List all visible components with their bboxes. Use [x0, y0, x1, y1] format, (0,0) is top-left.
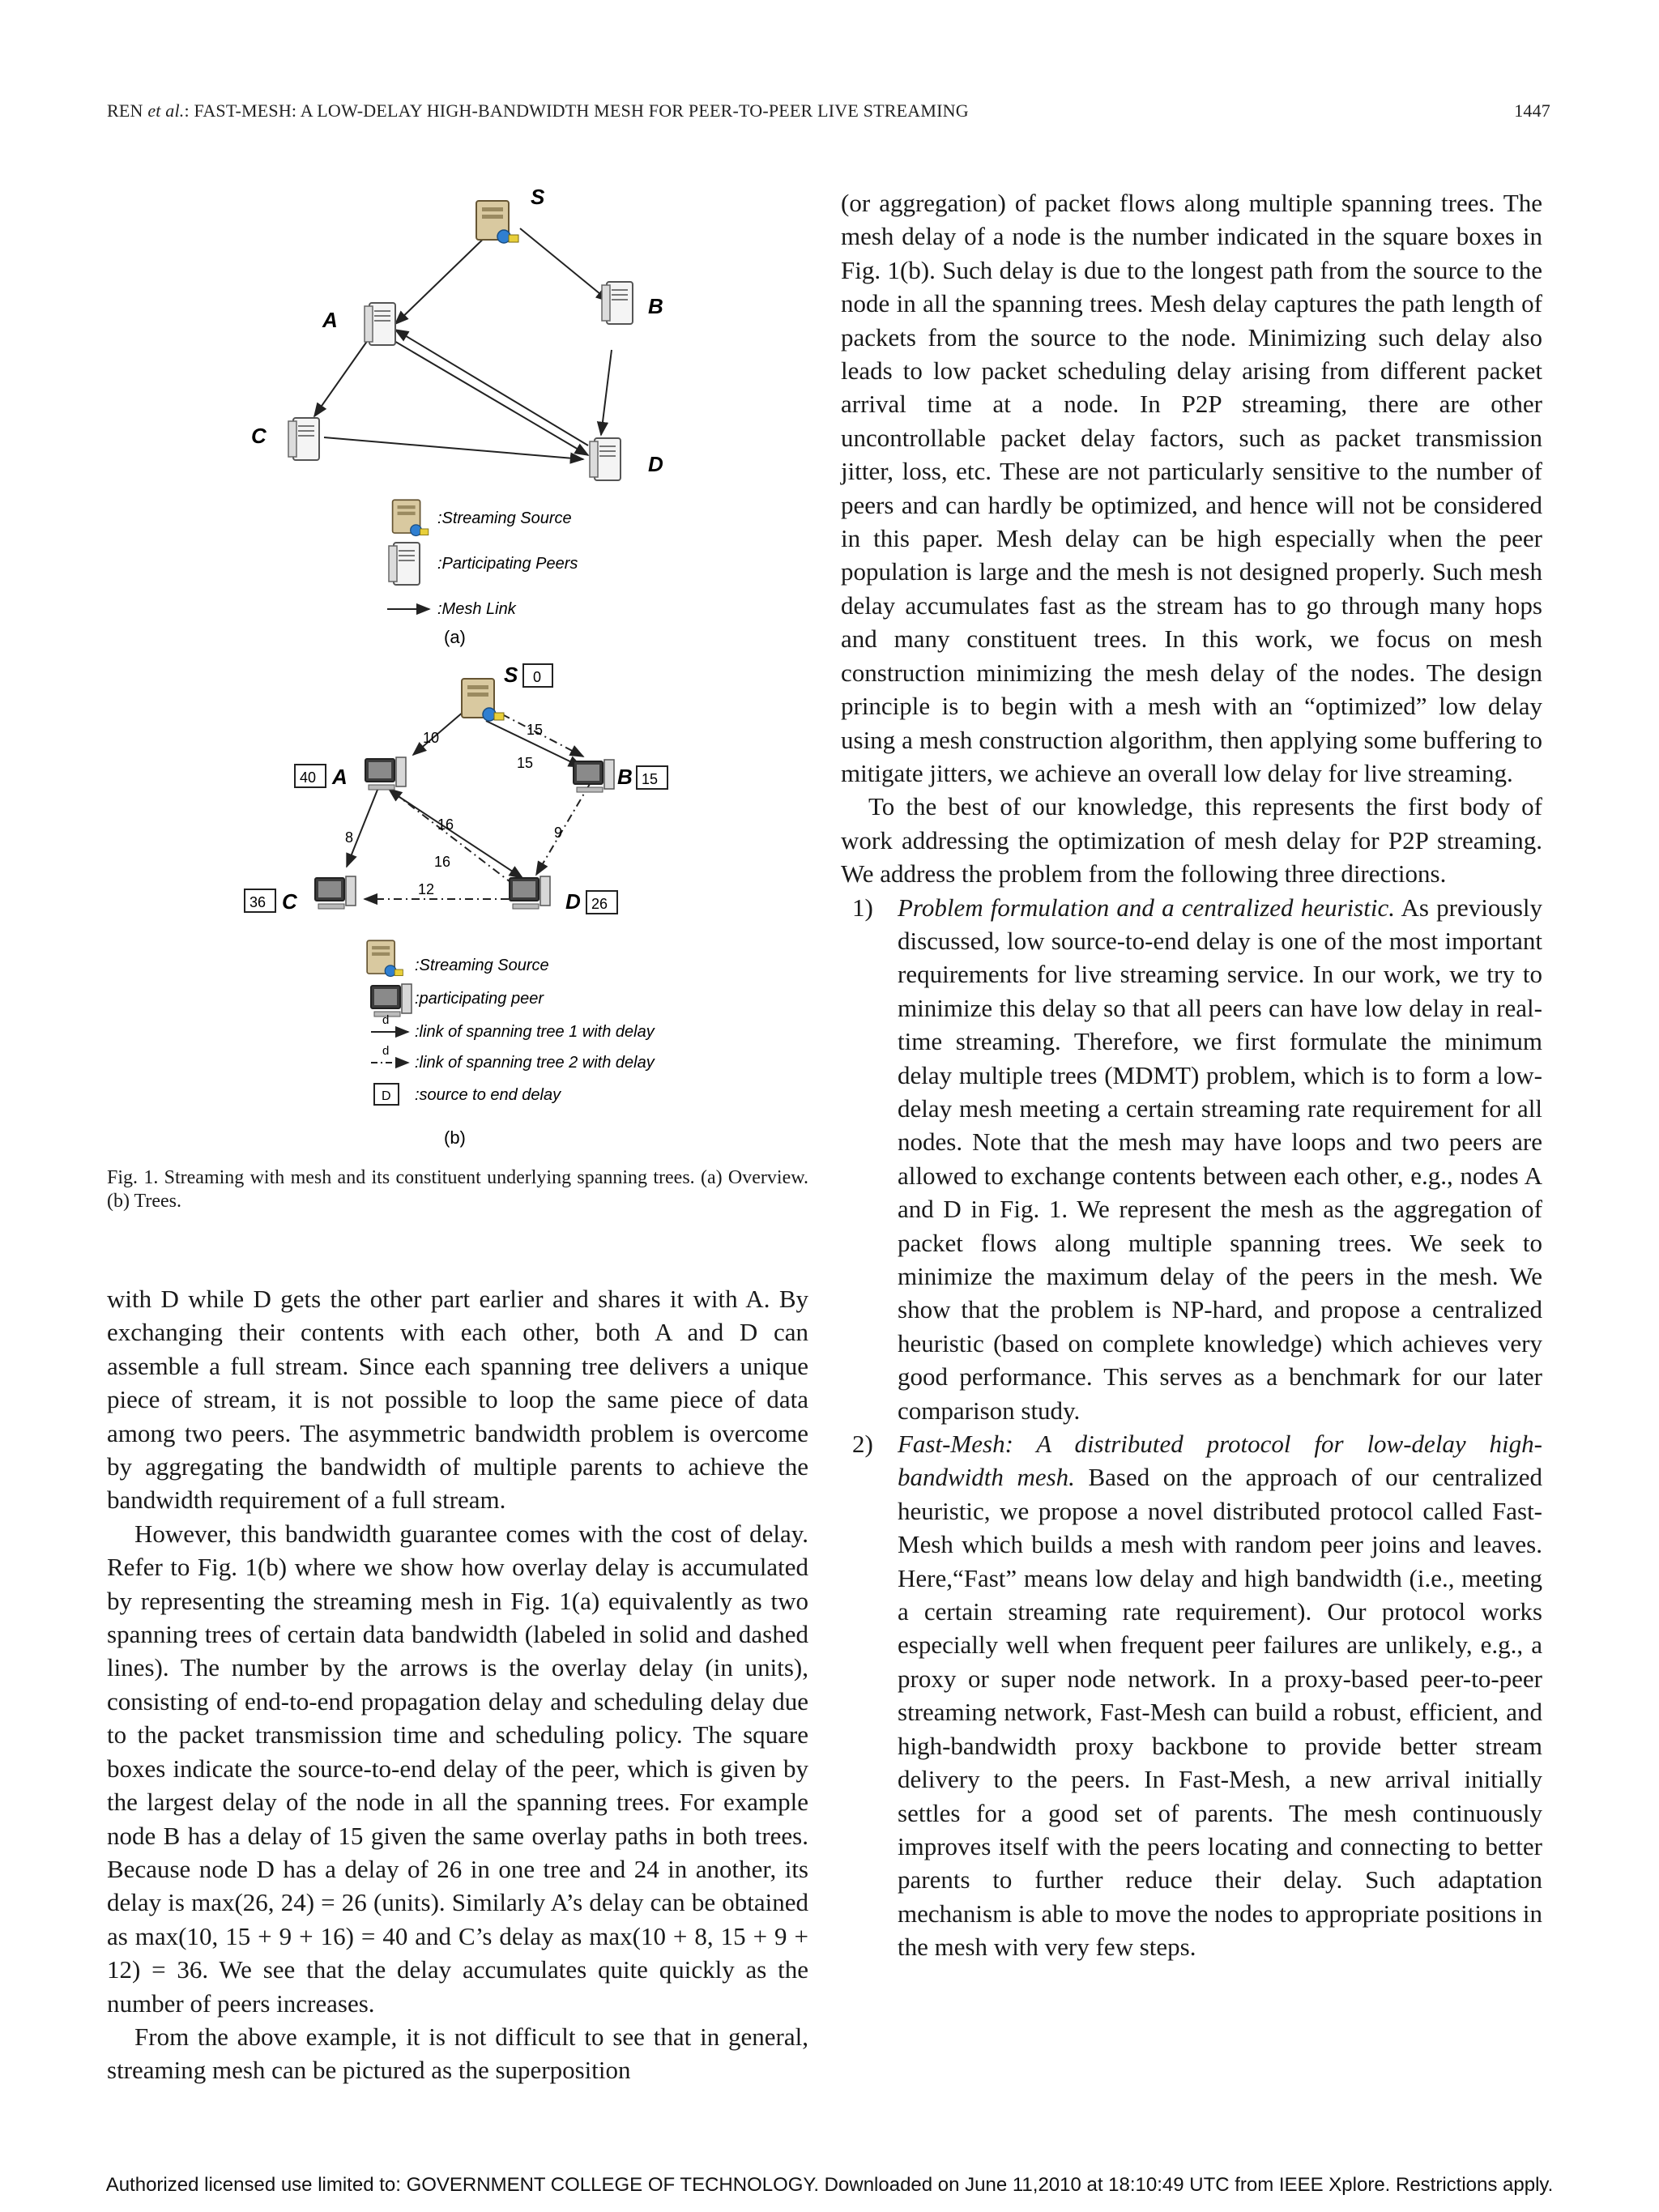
list-item-title: Problem formulation and a centralized heuristic.	[898, 893, 1395, 922]
figure-1	[203, 180, 770, 1168]
header-authors: REN	[107, 100, 143, 121]
page-number: 1447	[1514, 100, 1550, 121]
fig-b-legend-d2: d	[382, 1044, 390, 1058]
list-item-number: 1)	[852, 893, 873, 922]
right-paragraph-1: (or aggregation) of packet flows along multiple spanning trees. The mesh delay of a node is the number indicated in the square boxes in Fig. 1(b). Such delay is due to the longest path from the source to the node in all the spanning trees. Mesh delay captures the path length of packets from the source to the node. Minimizing such delay also leads to low packet scheduling delay arising from different packet arrival time at a node. In P2P streaming, there are other uncontrollable packet delay factors, such as packet transmission jitter, loss, etc. These are not particularly sensitive to the number of peers and can hardly be optimized, and hence will not be considered in this paper. Mesh delay can be high especially when the peer population is large and the mesh is not designed properly. Such mesh delay accumulates fast as the stream has to go through many hops and many constituent trees. In this work, we focus on mesh construction minimizing the mesh delay of the nodes. The design principle is to begin with a mesh with an “optimized” low delay using a mesh construction algorithm, then applying some buffering to mitigate jitters, we achieve an overall low delay for live streaming.	[841, 189, 1542, 787]
fig-b-legend-delay: :source to end delay	[415, 1086, 561, 1104]
contribution-list	[841, 891, 1542, 1964]
fig-a-source-node	[476, 201, 518, 243]
fig-b-label-b: B	[617, 765, 633, 789]
fig-a-legend-source-icon	[393, 500, 429, 535]
list-item-title: Fast-Mesh: A distributed protocol for low-delay high-bandwidth mesh.	[898, 1430, 1542, 1492]
left-paragraph-2: However, this bandwidth guarantee comes with the cost of delay. Refer to Fig. 1(b) where we show how overlay delay is accumulated by representing the streaming mesh in Fig. 1(a) equivalently as two spanning trees of certain data bandwidth (labeled in solid and dashed lines). The number by the arrows is the overlay delay (in units), consisting of end-to-end propagation delay and scheduling delay due to the packet transmission time and scheduling policy. The square boxes indicate the source-to-end delay of the peer, which is given by the largest delay of the node in all the spanning trees. For example node B has a delay of 15 given the same overlay paths in both trees. Because node D has a delay of 26 in one tree and 24 in another, its delay is max(26, 24) = 26 (units). Similarly A’s delay can be obtained as max(10, 15 + 9 + 16) = 40 and C’s delay as max(10 + 8, 15 + 9 + 12) = 36. We see that the delay accumulates quite quickly as the number of peers increases.	[107, 1519, 808, 2018]
left-column	[107, 1282, 808, 2087]
fig-b-legend-source-icon	[367, 940, 403, 976]
fig-b-legend-tree1: :link of spanning tree 1 with delay	[415, 1023, 655, 1041]
license-footer: Authorized licensed use limited to: GOVERNMENT COLLEGE OF TECHNOLOGY. Downloaded on June 11,2010 at 18:10:49 UTC from IEEE Xplore. Restrictions apply.	[105, 2174, 1554, 2196]
fig-b-delay-a: 40	[300, 769, 317, 786]
fig-b-delay-b: 15	[642, 771, 659, 787]
list-item-number: 2)	[852, 1430, 873, 1459]
list-item-body: As previously discussed, low source-to-end delay is one of the most important requirements for live streaming service. In our work, we try to minimize this delay so that all peers can have low delay in real-time streaming. Therefore, we first formulate the minimum delay multiple trees (MDMT) problem, which is to form a low-delay mesh meeting a certain streaming rate requirement for all nodes. Note that the mesh may have loops and two peers are allowed to exchange contents between each other, e.g., nodes A and D in Fig. 1. We represent the mesh as the aggregation of packet flows along multiple spanning trees. We seek to minimize the maximum delay of the peers in the mesh. We show that the problem is NP-hard, and propose a centralized heuristic (based on complete knowledge) which achieves very good performance. This serves as a benchmark for our later comparison study.	[898, 893, 1542, 1425]
fig-b-source-node	[462, 679, 504, 721]
fig-a-legend-peer-icon	[389, 543, 420, 585]
fig-b-edge-dc: 12	[418, 881, 435, 897]
fig-b-peer-a	[365, 757, 406, 790]
fig-b-legend-tree2: :link of spanning tree 2 with delay	[415, 1054, 655, 1072]
fig-b-edge-ad: 16	[437, 816, 454, 833]
fig-b-peer-c	[315, 876, 356, 909]
fig-b-label-s: S	[504, 663, 518, 687]
fig-b-peer-d	[510, 876, 550, 909]
fig-b-edges	[347, 706, 590, 899]
list-item	[841, 891, 1542, 1428]
right-paragraph-2: To the best of our knowledge, this represents the first body of work addressing the optimization of mesh delay for P2P streaming. We address the problem from the following three directions.	[841, 792, 1542, 889]
fig-b-delay-d: 26	[591, 896, 608, 912]
fig-a-peer-a	[365, 303, 395, 345]
fig-a-label-s: S	[531, 185, 545, 209]
fig-b-delay-c: 36	[249, 894, 267, 910]
fig-b-legend-peer: :participating peer	[415, 990, 544, 1008]
fig-a-legend-link: :Mesh Link	[437, 600, 516, 618]
left-paragraph-1: with D while D gets the other part earlier and shares it with A. By exchanging their contents with each other, both A and D can assemble a full stream. Since each spanning tree delivers a unique piece of stream, it is not possible to loop the same piece of data among two peers. The asymmetric bandwidth problem is overcome by aggregating the bandwidth of multiple parents to achieve the bandwidth requirement of a full stream.	[107, 1285, 808, 1515]
fig-b-peer-b	[574, 760, 614, 792]
fig-b-label-c: C	[282, 889, 297, 914]
fig-a-label-c: C	[251, 424, 267, 448]
fig-b-legend-peer-icon	[371, 984, 412, 1016]
list-item	[841, 1427, 1542, 1964]
list-item-body: Based on the approach of our centralized heuristic, we propose a novel distributed protocol called Fast-Mesh which builds a mesh with random peer joins and leaves. Here,“Fast” means low delay and high bandwidth (i.e., meeting a certain streaming rate requirement). Our protocol works especially well when frequent peer failures are unlikely, e.g., a proxy or super node network. In a proxy-based peer-to-peer streaming network, Fast-Mesh can build a robust, efficient, and high-bandwidth proxy backbone to provide better stream delivery to the peers. In Fast-Mesh, a new arrival initially settles for a good set of parents. The mesh continuously improves itself with the peers locating and connecting to better parents to further reduce their delay. Such adaptation mechanism is able to move the nodes to appropriate positions in the mesh with very few steps.	[898, 1463, 1542, 1962]
fig-a-legend-source: :Streaming Source	[437, 509, 572, 527]
fig-a-sublabel: (a)	[444, 627, 466, 647]
fig-a-label-d: D	[648, 452, 663, 476]
right-column	[841, 186, 1542, 1964]
fig-a-peer-c	[288, 418, 319, 460]
fig-b-edge-bd: 9	[554, 825, 563, 841]
fig-b-label-a: A	[332, 765, 348, 789]
fig-b-edge-sa: 10	[423, 730, 440, 746]
fig-a-peer-d	[590, 438, 621, 480]
running-head	[107, 100, 1550, 121]
fig-b-sublabel: (b)	[444, 1127, 466, 1148]
fig-b-edge-sb-solid: 15	[517, 755, 534, 771]
fig-a-label-a: A	[322, 308, 338, 332]
header-etal: et al.	[147, 100, 185, 121]
fig-b-edge-da-dash: 16	[434, 854, 451, 870]
fig-a-label-b: B	[648, 294, 663, 318]
fig-b-delay-s: 0	[533, 669, 542, 685]
header-title: : FAST-MESH: A LOW-DELAY HIGH-BANDWIDTH MESH FOR PEER-TO-PEER LIVE STREAMING	[184, 100, 969, 121]
fig-b-label-d: D	[565, 889, 581, 914]
fig-a-peer-b	[602, 282, 633, 324]
fig-b-edge-sb-dash: 15	[527, 722, 544, 738]
left-paragraph-3: From the above example, it is not difficult to see that in general, streaming mesh can be pictured as the superposition	[107, 2022, 808, 2085]
fig-a-legend-peers: :Participating Peers	[437, 555, 578, 573]
fig-b-legend-D: D	[382, 1089, 391, 1103]
fig-b-edge-ac: 8	[345, 829, 354, 846]
fig-b-legend-d1: d	[382, 1013, 390, 1027]
figure-caption: Fig. 1. Streaming with mesh and its constituent underlying spanning trees. (a) Overview. (b) Trees.	[107, 1167, 808, 1212]
fig-a-edges	[314, 228, 612, 459]
fig-b-legend-source: :Streaming Source	[415, 957, 549, 974]
